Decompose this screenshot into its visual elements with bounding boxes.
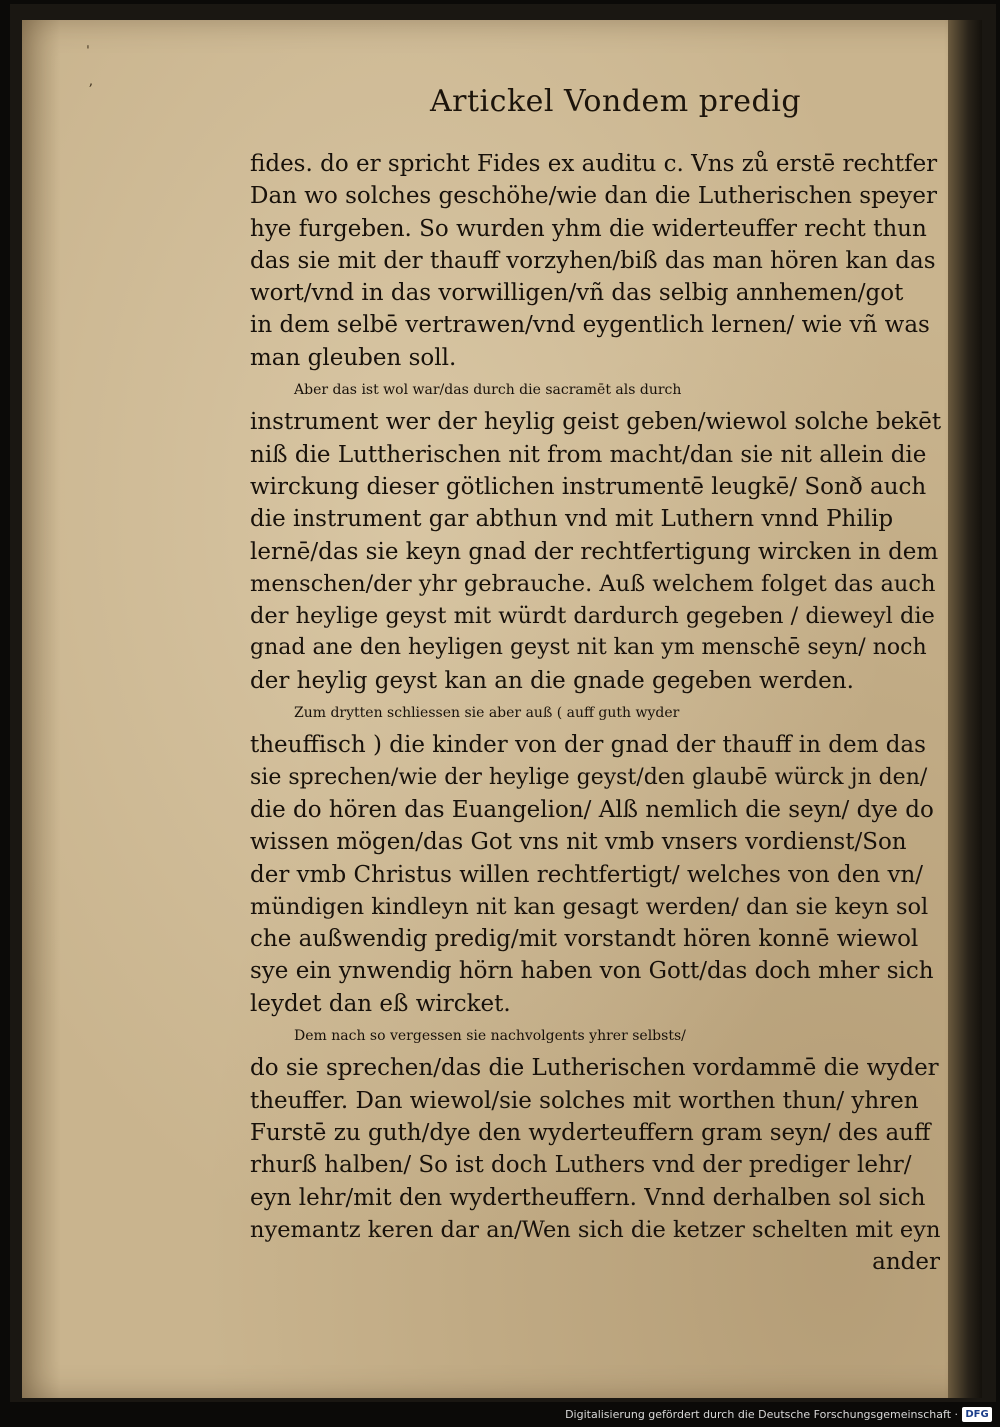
text-line: nyemantz keren dar an/Wen sich die ketzer schelten mit eyn <box>250 1216 941 1243</box>
body-text <box>250 148 940 1278</box>
text-line: theuffer. Dan wiewol/sie solches mit worthen thun/ yhren <box>250 1087 919 1114</box>
text-line: instrument wer der heylig geist geben/wiewol solche bekēt <box>250 409 942 436</box>
dfg-logo: DFG <box>962 1407 992 1422</box>
text-line: hye furgeben. So wurden yhm die widerteuffer recht thun <box>250 215 927 242</box>
catchword: ander <box>872 1249 940 1276</box>
text-line: Dem nach so vergessen sie nachvolgents yhrer selbsts/ <box>294 1028 686 1045</box>
footer-bar <box>0 1404 1000 1427</box>
text-line: do sie sprechen/das die Lutherischen vordammē die wyder <box>250 1055 939 1082</box>
text-line: sye ein ynwendig hörn haben von Gott/das doch mher sich <box>250 958 934 985</box>
text-line: man gleuben soll. <box>250 344 457 371</box>
text-line: theuffisch ) die kinder von der gnad der thauff in dem das <box>250 732 926 759</box>
text-line: eyn lehr/mit den wydertheuffern. Vnnd derhalben sol sich <box>250 1184 926 1211</box>
text-line: wissen mögen/das Got vns nit vmb vnsers vordienst/Son <box>250 829 907 856</box>
page-edge-shadow <box>948 20 982 1398</box>
text-line: lernē/das sie keyn gnad der rechtfertigung wircken in dem <box>250 538 939 565</box>
scan-mark-left: ʼ <box>88 82 93 98</box>
text-line: rhurß halben/ So ist doch Luthers vnd der prediger lehr/ <box>250 1152 912 1179</box>
text-line: das sie mit der thauff vorzyhen/biß das man hören kan das <box>250 247 936 274</box>
text-line: Dan wo solches geschöhe/wie dan die Lutherischen speyer <box>250 183 938 210</box>
text-line: die instrument gar abthun vnd mit Luthern vnnd Philip <box>250 506 894 533</box>
text-line: fides. do er spricht Fides ex auditu c. Vns zů erstē rechtfer <box>250 151 938 177</box>
text-line: menschen/der yhr gebrauche. Auß welchem folget das auch <box>250 570 936 597</box>
running-head: Artickel Vondem predig <box>430 84 802 119</box>
text-line: wort/vnd in das vorwilligen/vñ das selbig annhemen/got <box>250 280 904 307</box>
text-line: leydet dan eß wircket. <box>250 990 511 1017</box>
text-line: sie sprechen/wie der heylige geyst/den glaubē würck jn den/ <box>250 764 928 790</box>
text-line: die do hören das Euangelion/ Alß nemlich die seyn/ dye do <box>250 796 934 823</box>
text-line: wirckung dieser götlichen instrumentē leugkē/ Sonð auch <box>250 473 927 500</box>
text-line: niß die Luttherischen nit from macht/dan sie nit allein die <box>250 441 927 468</box>
text-line: mündigen kindleyn nit kan gesagt werden/ dan sie keyn sol <box>250 893 929 920</box>
funding-credit: Digitalisierung gefördert durch die Deutsche Forschungsgemeinschaft · <box>565 1408 958 1421</box>
text-line: Furstē zu guth/dye den wyderteuffern gram seyn/ des auff <box>250 1119 931 1146</box>
text-line: in dem selbē vertrawen/vnd eygentlich lernen/ wie vñ was <box>250 312 930 339</box>
text-line: der heylige geyst mit würdt dardurch gegeben / dieweyl die <box>250 603 935 630</box>
text-line: Zum drytten schliessen sie aber auß ( auff guth wyder <box>294 705 680 722</box>
text-line: der vmb Christus willen rechtfertigt/ welches von den vn/ <box>250 861 924 888</box>
text-line: Aber das ist wol war/das durch die sacramēt als durch <box>294 382 682 399</box>
scan-mark-top: ˈ <box>86 44 90 60</box>
text-line: che außwendig predig/mit vorstandt hören konnē wiewol <box>250 926 919 953</box>
text-line: der heylig geyst kan an die gnade gegeben werden. <box>250 667 854 694</box>
text-line: gnad ane den heyligen geyst nit kan ym menschē seyn/ noch <box>250 635 927 661</box>
